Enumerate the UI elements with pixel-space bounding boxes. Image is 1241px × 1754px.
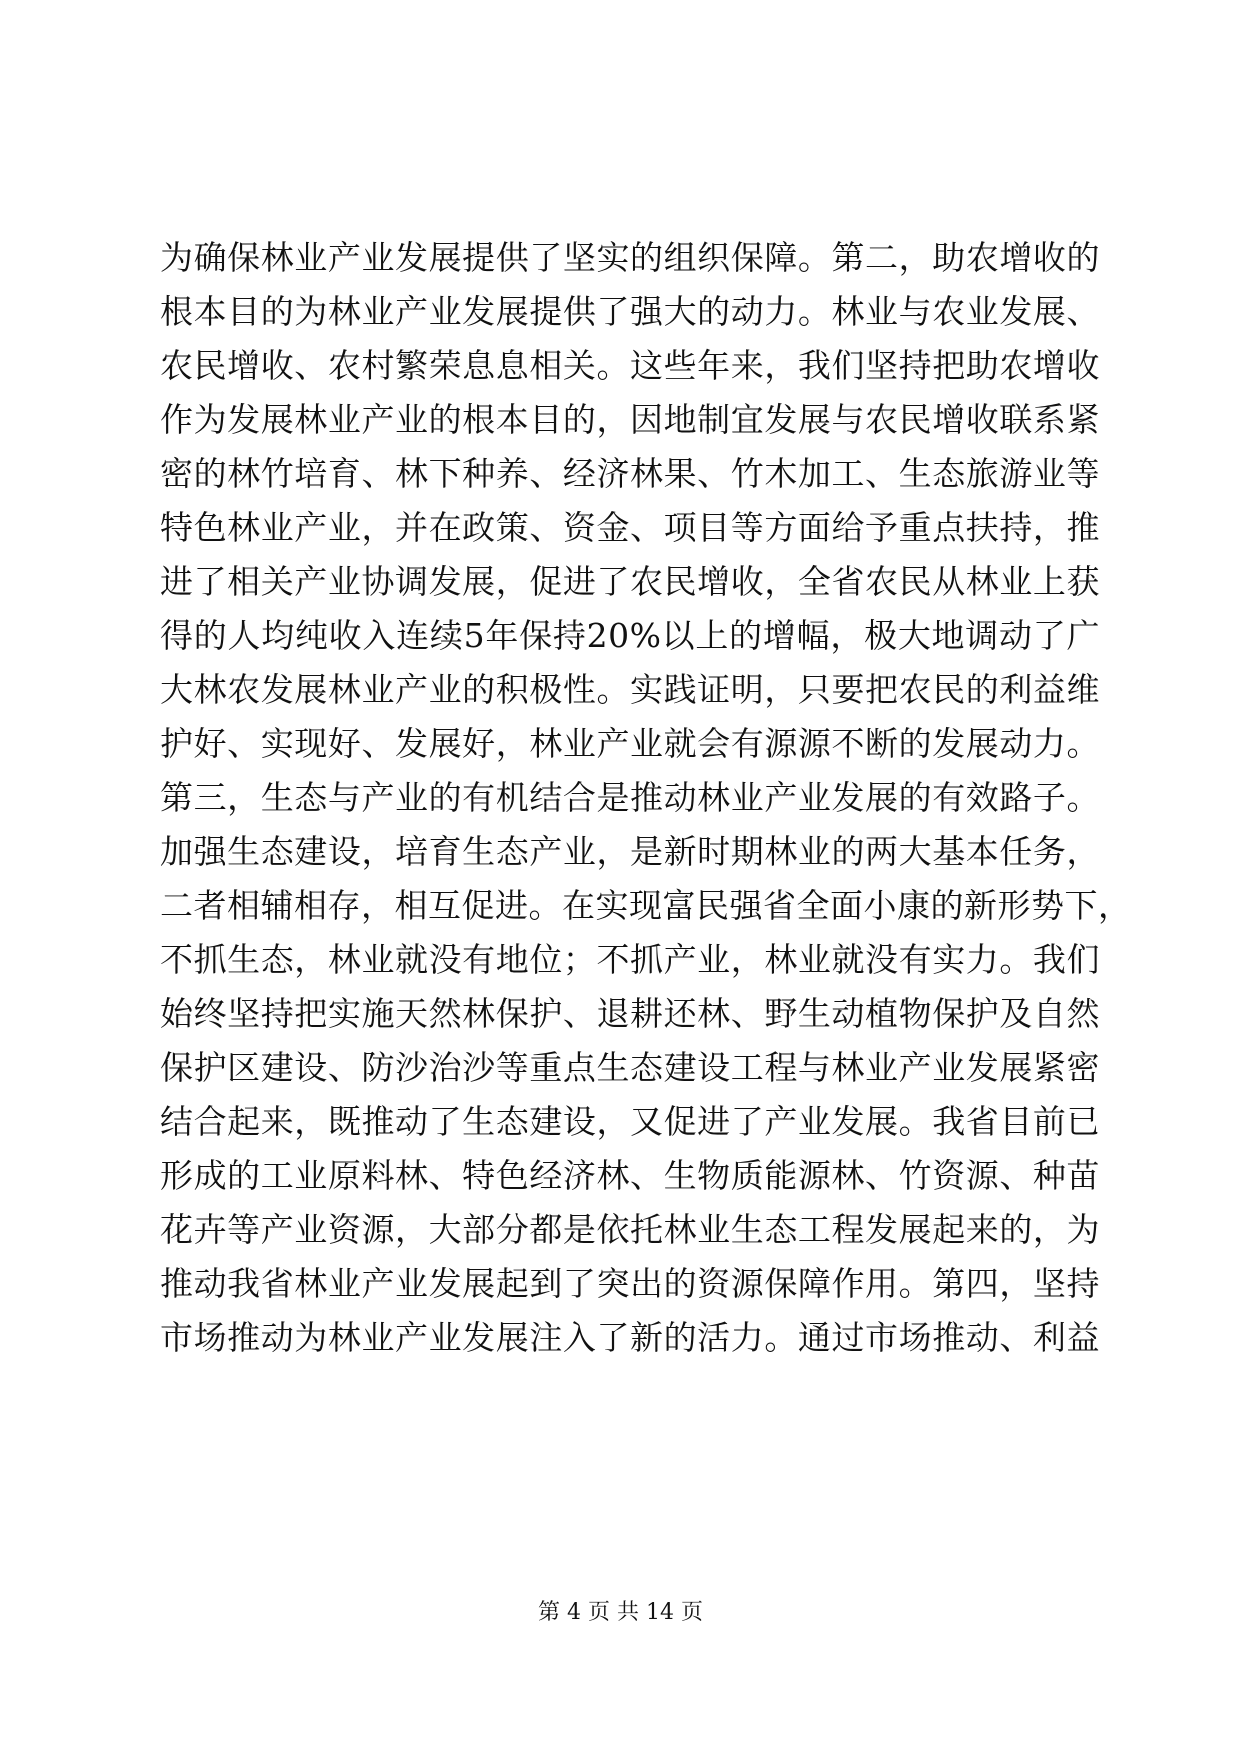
page-number-footer: 第 4 页 共 14 页 <box>538 1600 703 1625</box>
text-line: 得的人均纯收入连续5年保持20%以上的增幅，极大地调动了广 <box>160 616 1100 655</box>
text-line: 进了相关产业协调发展，促进了农民增收，全省农民从林业上获 <box>160 562 1100 601</box>
text-line: 特色林业产业，并在政策、资金、项目等方面给予重点扶持，推 <box>160 508 1100 547</box>
text-line: 结合起来，既推动了生态建设，又促进了产业发展。我省目前已 <box>160 1102 1100 1141</box>
text-line: 不抓生态，林业就没有地位；不抓产业，林业就没有实力。我们 <box>160 940 1100 979</box>
text-line: 大林农发展林业产业的积极性。实践证明，只要把农民的利益维 <box>160 670 1100 709</box>
text-line: 始终坚持把实施天然林保护、退耕还林、野生动植物保护及自然 <box>160 994 1100 1033</box>
text-line: 作为发展林业产业的根本目的，因地制宜发展与农民增收联系紧 <box>160 400 1100 439</box>
text-line: 二者相辅相存，相互促进。在实现富民强省全面小康的新形势下， <box>160 886 1132 925</box>
text-line: 花卉等产业资源，大部分都是依托林业生态工程发展起来的，为 <box>160 1210 1100 1249</box>
body-text <box>160 231 1132 1365</box>
text-line: 推动我省林业产业发展起到了突出的资源保障作用。第四，坚持 <box>160 1264 1100 1303</box>
text-line: 农民增收、农村繁荣息息相关。这些年来，我们坚持把助农增收 <box>160 346 1100 385</box>
text-line: 护好、实现好、发展好，林业产业就会有源源不断的发展动力。 <box>160 724 1100 763</box>
text-line: 第三，生态与产业的有机结合是推动林业产业发展的有效路子。 <box>160 778 1100 817</box>
text-line: 为确保林业产业发展提供了坚实的组织保障。第二，助农增收的 <box>160 238 1100 277</box>
text-line: 市场推动为林业产业发展注入了新的活力。通过市场推动、利益 <box>160 1318 1100 1357</box>
text-line: 保护区建设、防沙治沙等重点生态建设工程与林业产业发展紧密 <box>160 1048 1100 1087</box>
text-line: 形成的工业原料林、特色经济林、生物质能源林、竹资源、种苗 <box>160 1156 1100 1195</box>
text-line: 加强生态建设，培育生态产业，是新时期林业的两大基本任务， <box>160 832 1100 871</box>
text-line: 密的林竹培育、林下种养、经济林果、竹木加工、生态旅游业等 <box>160 454 1100 493</box>
text-line: 根本目的为林业产业发展提供了强大的动力。林业与农业发展、 <box>160 292 1100 331</box>
